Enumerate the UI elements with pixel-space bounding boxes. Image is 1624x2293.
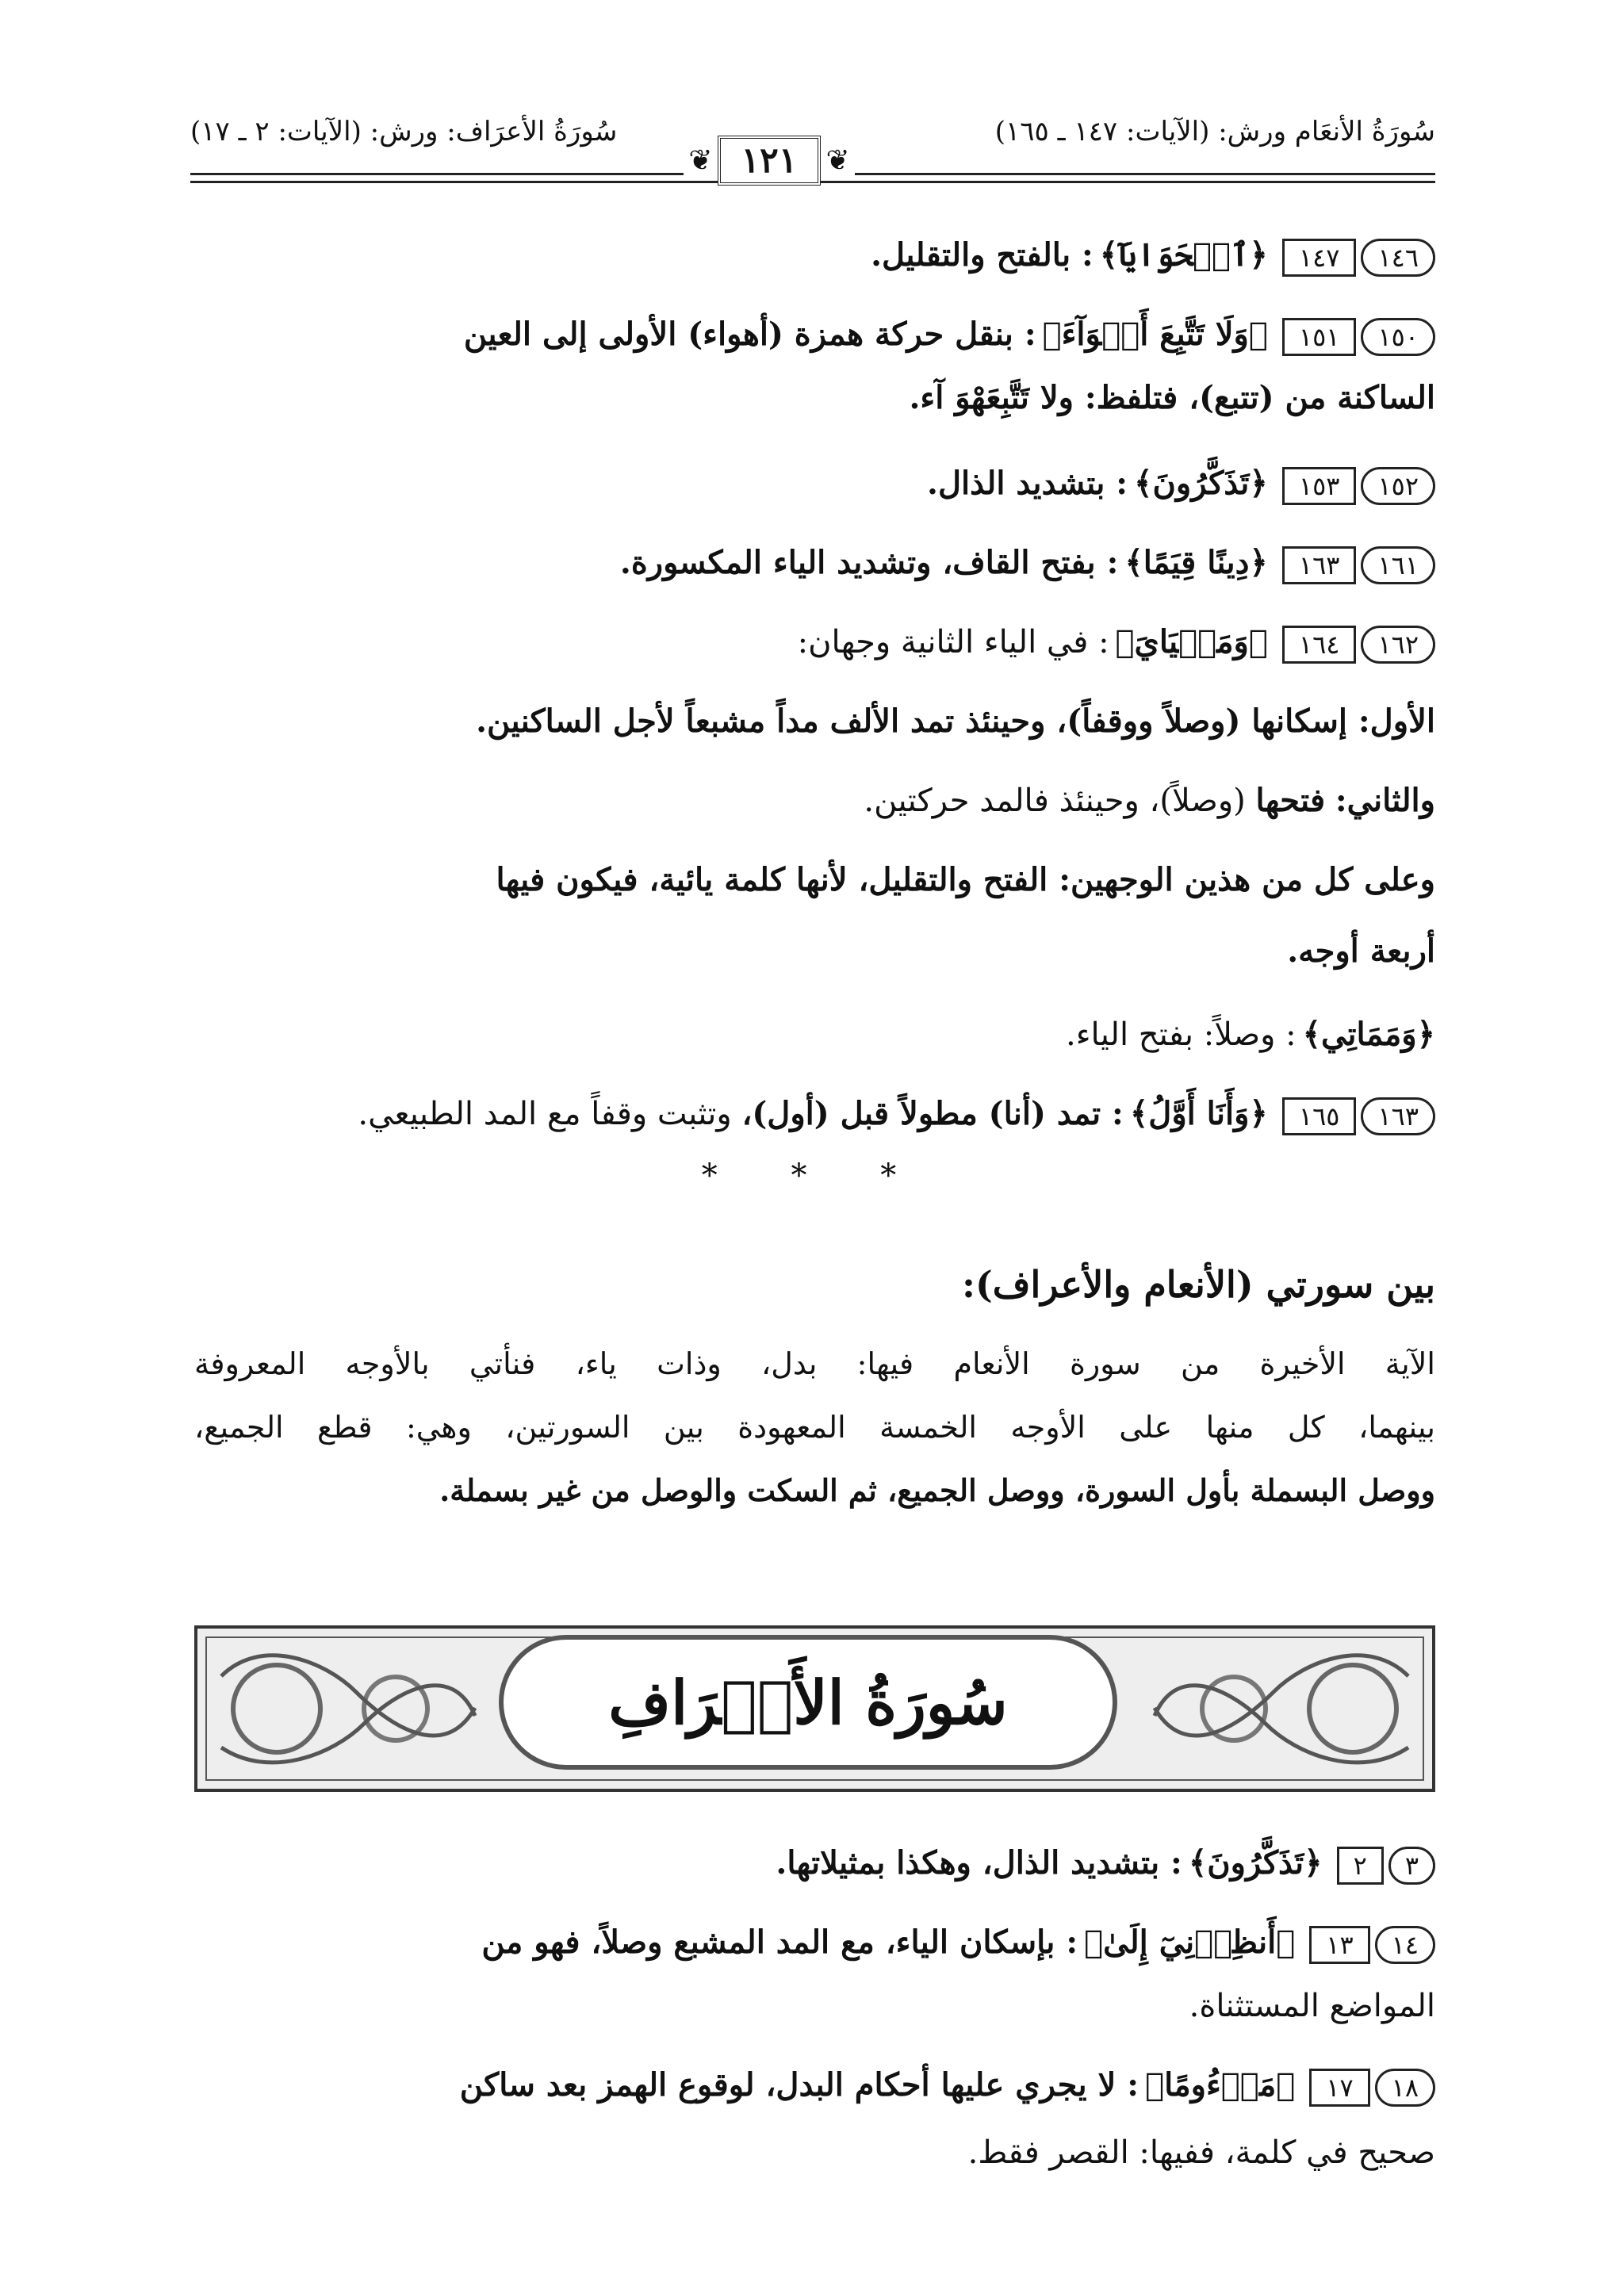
quran-word: ﴿ٱلۡحَوَايَآ﴾ bbox=[1099, 236, 1268, 274]
verse-number: ١٣ bbox=[1309, 1926, 1369, 1964]
entry-mamati bbox=[1066, 1011, 1435, 1058]
entry-row bbox=[798, 618, 1435, 666]
quran-word: ﴿مَذۡءُومًا﴾ bbox=[1145, 2066, 1296, 2104]
quran-word: ﴿وَأَنَا أَوَّلُ﴾ bbox=[1129, 1095, 1268, 1132]
entry-row bbox=[460, 2061, 1435, 2109]
entry-rule: : بتشديد الذال. bbox=[927, 465, 1128, 502]
entry-rule: : في الياء الثانية وجهان: bbox=[797, 624, 1109, 660]
body bbox=[194, 0, 1435, 2293]
section-title: بين سورتي (الأنعام والأعراف): bbox=[962, 1263, 1435, 1306]
page-number: ١٢١ bbox=[718, 136, 822, 186]
verse-number: ١٦٣ bbox=[1282, 546, 1357, 584]
quran-word: ﴿تَذَكَّرُونَ﴾ bbox=[1134, 465, 1268, 502]
quran-word: ﴿أَنظِرۡنِيٓ إِلَىٰ﴾ bbox=[1084, 1924, 1296, 1961]
section-paragraph-line: الآية الأخيرة من سورة الأنعام فيها: بدل، وذات ياء، فنأتي بالأوجه المعروفة bbox=[194, 1346, 1435, 1381]
paragraph-both: وعلى كل من هذين الوجهين: الفتح والتقليل، لأنها كلمة يائية، فيكون فيها bbox=[496, 861, 1435, 898]
arabesque-left-icon bbox=[213, 1644, 483, 1773]
ornament-right-icon: ❦ bbox=[821, 144, 854, 177]
verse-number: ٢ bbox=[1337, 1847, 1384, 1885]
verse-badge: ١٤٦ bbox=[1361, 239, 1435, 277]
entry-row bbox=[871, 232, 1435, 279]
verse-number: ١٦٥ bbox=[1282, 1097, 1357, 1135]
entry-rule: : بفتح القاف، وتشديد الياء المكسورة. bbox=[619, 544, 1119, 581]
quran-word: ﴿وَلَا تَتَّبِعَ أَهۡوَآءَ﴾ bbox=[1042, 316, 1268, 353]
ornament-left-icon: ❦ bbox=[684, 144, 717, 177]
verse-badge: ١٦٣ bbox=[1361, 1097, 1435, 1135]
section-divider-stars: * * * bbox=[701, 1158, 929, 1194]
quran-word: ﴿تَذَكَّرُونَ﴾ bbox=[1188, 1844, 1323, 1881]
entry-rule: وتثبت وقفاً مع المد الطبيعي. bbox=[358, 1096, 732, 1132]
surah-banner bbox=[194, 1625, 1435, 1792]
surah-title: سُورَةُ الأَعۡرَافِ bbox=[499, 1635, 1117, 1770]
verse-badge: ١٦١ bbox=[1361, 546, 1435, 584]
quran-word: ﴿وَمَمَاتِي﴾ bbox=[1302, 1016, 1435, 1053]
verse-badge: ١٨ bbox=[1375, 2069, 1435, 2107]
verse-badge: ٣ bbox=[1388, 1847, 1435, 1885]
entry-rule: : وصلاً: بفتح الياء. bbox=[1066, 1016, 1297, 1053]
entry-row bbox=[481, 1919, 1435, 1966]
arabesque-right-icon bbox=[1147, 1644, 1416, 1773]
entry-rule: : بتشديد الذال، وهكذا بمثيلاتها. bbox=[776, 1844, 1182, 1881]
verse-badge: ١٥٢ bbox=[1361, 467, 1435, 505]
verse-number: ١٥٣ bbox=[1282, 467, 1357, 505]
section-paragraph-line: بينهما، كل منها على الأوجه الخمسة المعهودة بين السورتين، وهي: قطع الجميع، bbox=[194, 1410, 1435, 1445]
entry-row bbox=[620, 539, 1435, 587]
verse-badge: ١٦٢ bbox=[1361, 626, 1435, 664]
verse-badge: ١٤ bbox=[1375, 1926, 1435, 1964]
entry-rule: : بإسكان الياء، مع المد المشبع وصلاً، فهو من bbox=[481, 1924, 1078, 1961]
header-right-text: سُورَةُ الأنعَام ورش: (الآيات: ١٤٧ ـ ١٦٥) bbox=[994, 116, 1435, 147]
quran-word: ﴿دِينًا قِيَمًا﴾ bbox=[1124, 544, 1268, 581]
verse-number: ١٧ bbox=[1309, 2069, 1369, 2107]
entry-rule-bold: : تمد (أنا) مطولاً قبل (أول)، bbox=[741, 1095, 1124, 1132]
paragraph-second-bold: فتحها bbox=[1255, 782, 1326, 819]
entry-rule: : لا يجري عليها أحكام البدل، لوقوع الهمز بعد ساكن bbox=[459, 2066, 1139, 2104]
section-paragraph-line: ووصل البسملة بأول السورة، ووصل الجميع، ثم السكت والوصل من غير بسملة. bbox=[439, 1472, 1435, 1508]
paragraph-second-rest: (وصلاً)، وحينئذ فالمد حركتين. bbox=[864, 783, 1246, 819]
entry-row bbox=[464, 311, 1435, 358]
entry-continuation: صحيح في كلمة، ففيها: القصر فقط. bbox=[967, 2134, 1435, 2171]
paragraph-both-end: أربعة أوجه. bbox=[1287, 932, 1435, 970]
entry-rule: : بالفتح والتقليل. bbox=[871, 236, 1094, 274]
verse-number: ١٥١ bbox=[1282, 318, 1357, 356]
entry-continuation: الساكنة من (تتبع)، فتلفظ: ولا تَتَّبِعَهْوَ آء. bbox=[909, 379, 1435, 416]
quran-word: ﴿وَمَحۡيَايَ﴾ bbox=[1115, 623, 1268, 660]
verse-badge: ١٥٠ bbox=[1361, 318, 1435, 356]
header-left-text: سُورَةُ الأعرَاف: ورش: (الآيات: ٢ ـ ١٧) bbox=[190, 116, 618, 147]
verse-number: ١٤٧ bbox=[1282, 239, 1357, 277]
entry-rule: : بنقل حركة همزة (أهواء) الأولى إلى العين bbox=[463, 316, 1036, 353]
paragraph-first: الأول: إسكانها (وصلاً ووقفاً)، وحينئذ تمد الألف مداً مشبعاً لأجل الساكنين. bbox=[476, 702, 1435, 740]
entry-row bbox=[358, 1090, 1435, 1138]
verse-number: ١٦٤ bbox=[1282, 626, 1357, 664]
entry-continuation: المواضع المستثناة. bbox=[1189, 1988, 1435, 2024]
entry-row bbox=[776, 1839, 1435, 1887]
entry-row bbox=[927, 460, 1435, 507]
paragraph-second bbox=[864, 777, 1435, 825]
paragraph-second-label: والثاني: bbox=[1335, 782, 1435, 819]
